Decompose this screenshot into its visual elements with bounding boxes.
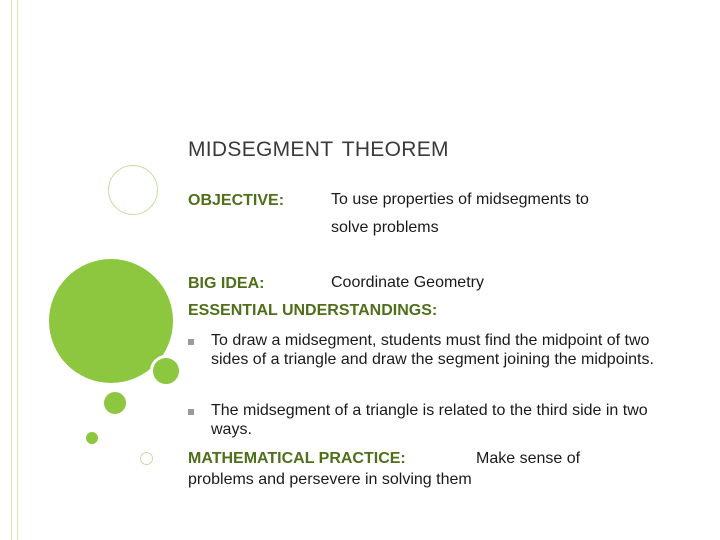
- big-idea-text: Coordinate Geometry: [331, 274, 484, 291]
- decor-circle-tiny: [86, 432, 98, 444]
- frame-line-right: [17, 0, 18, 540]
- bullet-icon: [188, 339, 194, 345]
- slide-title: MIDSEGMENT THEOREM: [188, 138, 449, 161]
- mathematical-practice-text-line1: Make sense of: [476, 450, 581, 467]
- decor-circle-small: [102, 390, 128, 416]
- objective-label: OBJECTIVE:: [188, 192, 285, 209]
- decor-circle-outline-top: [108, 165, 158, 215]
- objective-text-line2: solve problems: [331, 219, 439, 236]
- list-item: [188, 401, 658, 441]
- list-item-text: To draw a midsegment, students must find the midpoint of two sides of a triangle and draw the segment joining the midpoints.: [211, 332, 654, 368]
- objective-text-line1: To use properties of midsegments to: [331, 191, 589, 208]
- frame-line-left: [11, 0, 12, 540]
- decor-circle-medium: [150, 355, 182, 387]
- big-idea-label: BIG IDEA:: [188, 275, 265, 292]
- essential-understandings-label: ESSENTIAL UNDERSTANDINGS:: [188, 302, 438, 319]
- mathematical-practice-label: MATHEMATICAL PRACTICE:: [188, 450, 406, 467]
- mathematical-practice-text-line2: problems and persevere in solving them: [188, 471, 472, 488]
- decor-circle-outline-bottom: [140, 452, 153, 465]
- bullet-icon: [188, 409, 194, 415]
- list-item-text: The midsegment of a triangle is related to the third side in two ways.: [211, 402, 648, 438]
- list-item: [188, 331, 658, 391]
